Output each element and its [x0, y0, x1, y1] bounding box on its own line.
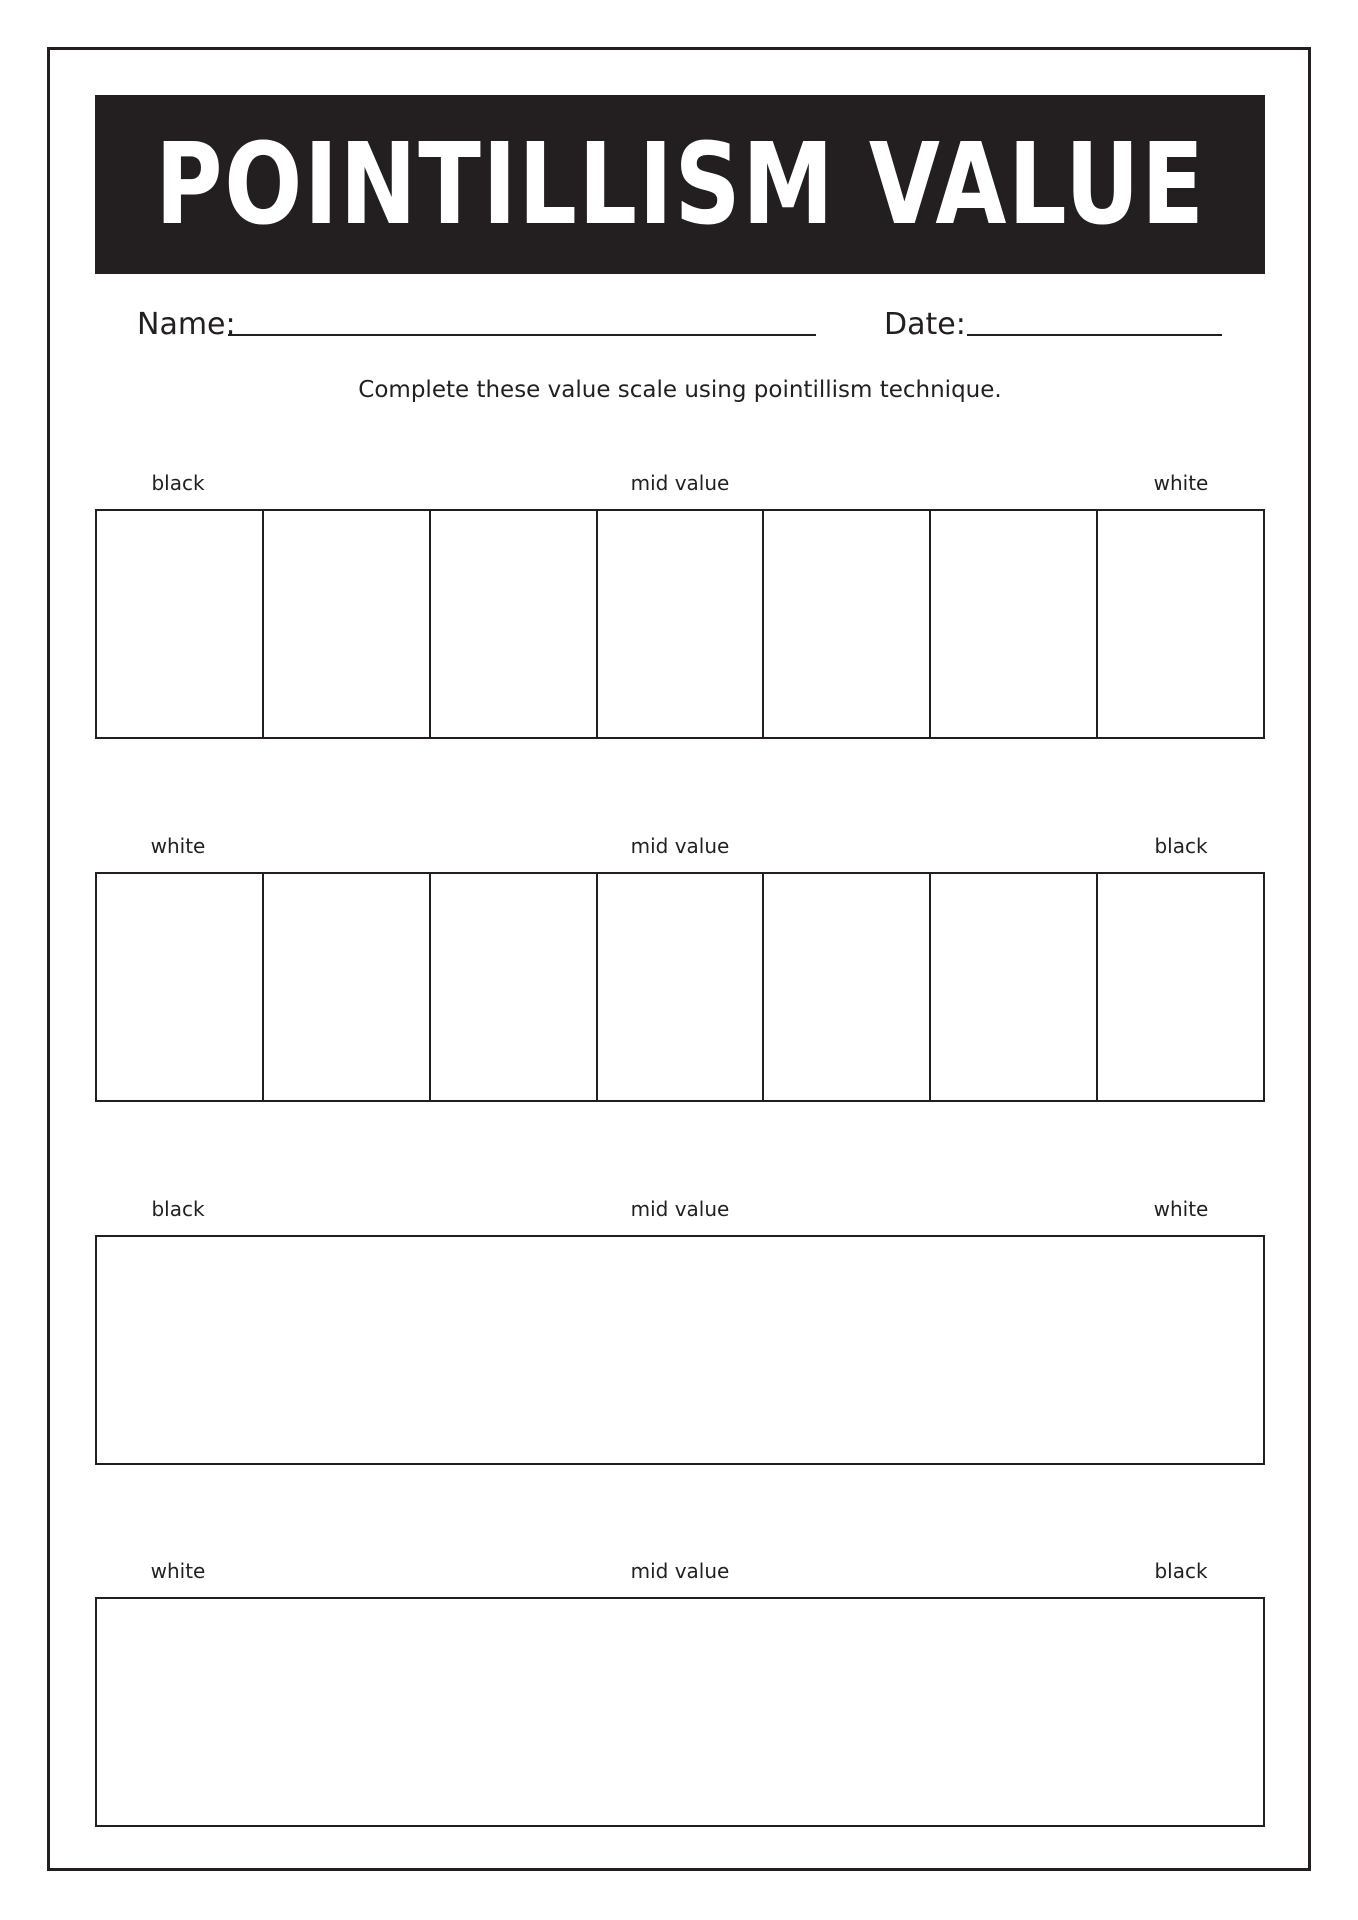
instructions-text: Complete these value scale using pointillism technique.: [358, 377, 1002, 403]
scale-1-right-label: white: [1153, 471, 1209, 495]
value-scale-2[interactable]: [95, 872, 1265, 1102]
scale-2-mid-label: mid value: [630, 834, 730, 858]
value-cell[interactable]: [97, 874, 262, 1100]
scale-3-right-label: white: [1153, 1197, 1209, 1221]
scale-2-left-label: white: [150, 834, 206, 858]
value-cell[interactable]: [929, 511, 1096, 737]
page-title: POINTILLISM VALUE: [154, 119, 1206, 250]
scale-4-right-label: black: [1154, 1559, 1208, 1583]
name-field-line[interactable]: [228, 334, 816, 336]
value-cell[interactable]: [262, 511, 429, 737]
value-cell[interactable]: [762, 511, 929, 737]
value-scale-1[interactable]: [95, 509, 1265, 739]
scale-4-left-label: white: [150, 1559, 206, 1583]
scale-2-right-label: black: [1154, 834, 1208, 858]
date-label: Date:: [884, 307, 966, 342]
value-cell[interactable]: [596, 511, 763, 737]
scale-3-mid-label: mid value: [630, 1197, 730, 1221]
value-cell[interactable]: [596, 874, 763, 1100]
name-label: Name:: [137, 307, 236, 342]
scale-1-left-label: black: [151, 471, 205, 495]
value-cell[interactable]: [429, 874, 596, 1100]
scale-3-left-label: black: [151, 1197, 205, 1221]
value-scale-3[interactable]: [95, 1235, 1265, 1465]
value-cell[interactable]: [1096, 511, 1263, 737]
value-cell[interactable]: [262, 874, 429, 1100]
value-cell[interactable]: [929, 874, 1096, 1100]
value-cell[interactable]: [762, 874, 929, 1100]
scale-1-mid-label: mid value: [630, 471, 730, 495]
scale-4-mid-label: mid value: [630, 1559, 730, 1583]
value-scale-4[interactable]: [95, 1597, 1265, 1827]
value-cell[interactable]: [1096, 874, 1263, 1100]
title-banner: [95, 95, 1265, 274]
value-cell[interactable]: [97, 511, 262, 737]
date-field-line[interactable]: [967, 334, 1222, 336]
value-cell[interactable]: [429, 511, 596, 737]
